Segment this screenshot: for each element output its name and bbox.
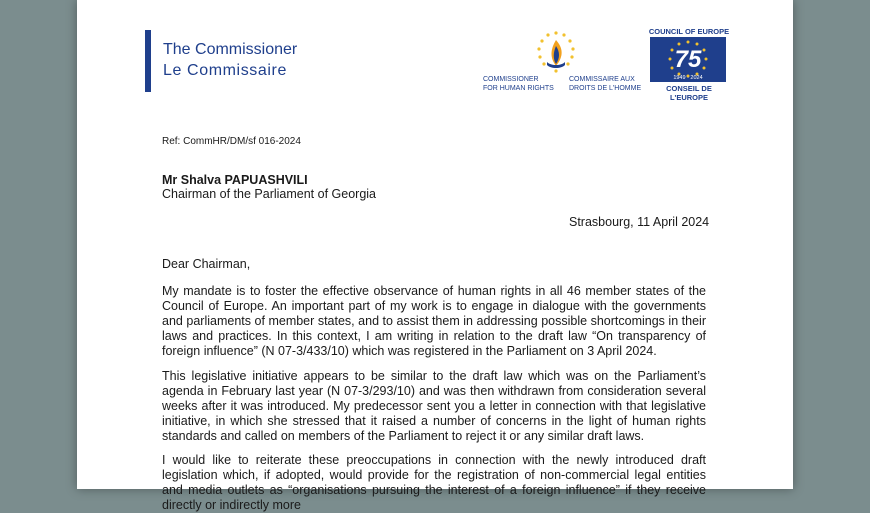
- addressee-name: Mr Shalva PAPUASHVILI: [162, 173, 308, 187]
- header-accent-bar: [145, 30, 151, 92]
- body-paragraph: This legislative initiative appears to be similar to the draft law which was on the Parliament’s agenda in February last year (N 07-3/293/10) and was then withdrawn from consideration several weeks after it was introduced. My predecessor sent you a letter in connection with that legislative initiative, in which she stressed that it raised a number of concerns in the light of human rights standards and called on members of the Parliament to reject it or any similar draft laws.: [162, 369, 706, 443]
- coe-title-fr: CONSEIL DE L'EUROPE: [666, 84, 712, 102]
- coe-emblem: [650, 37, 726, 82]
- coe-years: 1949 · 2024: [673, 75, 703, 81]
- body-paragraph: I would like to reiterate these preoccupations in connection with the newly introduced draft legislation which, if adopted, would provide for the registration of non-commercial legal entities and media outlets as “organisations pursuing the interest of a foreign influence” if they receive directly or indirectly more: [162, 453, 706, 512]
- commissioner-title-fr: Le Commissaire: [163, 62, 287, 79]
- body-paragraph: My mandate is to foster the effective observance of human rights in all 46 member states of the Council of Europe. An important part of my work is to engage in dialogue with the governments and parliaments of member states, and to assist them in addressing possible shortcomings in their laws and practices. In this context, I am writing in relation to the draft law “On transparency of foreign influence” (N 07-3/433/10) which was registered in the Parliament on 3 April 2024.: [162, 284, 706, 358]
- commissioner-title-en: The Commissioner: [163, 41, 298, 58]
- council-of-europe-logo: [648, 26, 730, 102]
- letter-date: Strasbourg, 11 April 2024: [569, 215, 710, 229]
- chr-label-fr: COMMISSAIRE AUX DROITS DE L'HOMME: [569, 76, 642, 92]
- coe-anniversary-number: 75: [674, 46, 702, 73]
- flame-icon: [534, 30, 578, 74]
- addressee-title: Chairman of the Parliament of Georgia: [162, 187, 376, 201]
- letter-page: [77, 0, 793, 512]
- coe-stars-icon: [650, 37, 726, 82]
- coe-title-en: COUNCIL OF EUROPE: [648, 27, 730, 36]
- chr-label-en: COMMISSIONER FOR HUMAN RIGHTS: [483, 76, 554, 92]
- commissioner-human-rights-logo: [480, 30, 660, 96]
- reference-number: Ref: CommHR/DM/sf 016-2024: [162, 136, 301, 147]
- salutation: Dear Chairman,: [162, 257, 251, 271]
